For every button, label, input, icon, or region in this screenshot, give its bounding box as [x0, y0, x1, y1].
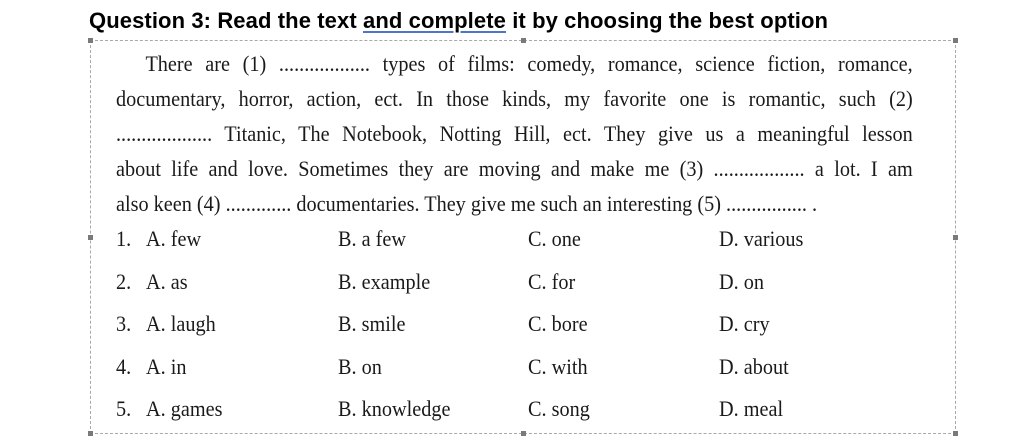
option-d: D. meal: [719, 396, 784, 421]
option-row-5: [116, 396, 896, 436]
resize-handle-middle-left[interactable]: [88, 235, 93, 240]
option-number: 3.: [116, 311, 132, 336]
option-a: A. games: [146, 396, 223, 421]
option-row-2: [116, 269, 896, 309]
option-d: D. cry: [719, 311, 770, 336]
resize-handle-top-right[interactable]: [953, 38, 958, 43]
option-c: C. with: [528, 354, 588, 379]
question-title-suffix: it by choosing the best option: [506, 8, 829, 33]
option-number: 1.: [116, 226, 132, 251]
option-b: B. smile: [338, 311, 406, 336]
option-number: 5.: [116, 396, 132, 421]
option-d: D. various: [719, 226, 804, 251]
option-b: B. on: [338, 354, 382, 379]
option-a: A. as: [146, 269, 188, 294]
resize-handle-top-middle[interactable]: [521, 38, 526, 43]
option-row-1: [116, 226, 896, 266]
option-a: A. few: [146, 226, 202, 251]
option-c: C. bore: [528, 311, 588, 336]
question-title-underlined: and complete: [362, 8, 506, 33]
passage-line: about life and love. Sometimes they are moving and make me (3) .................. a lot. I am: [116, 156, 913, 181]
option-row-3: [116, 311, 896, 351]
passage-line: There are (1) .................. types of films: comedy, romance, science fiction, romance,: [145, 51, 913, 76]
option-c: C. one: [528, 226, 581, 251]
option-b: B. a few: [338, 226, 407, 251]
question-title-prefix: Question 3: Read the text: [89, 8, 363, 33]
option-row-4: [116, 354, 896, 394]
option-number: 4.: [116, 354, 132, 379]
passage-line: ................... Titanic, The Notebook, Notting Hill, ect. They give us a meaningful lesson: [116, 121, 913, 146]
option-b: B. example: [338, 269, 431, 294]
question-title: [89, 8, 828, 34]
resize-handle-middle-right[interactable]: [953, 235, 958, 240]
option-c: C. for: [528, 269, 576, 294]
reading-passage: [116, 46, 913, 221]
resize-handle-bottom-right[interactable]: [953, 431, 958, 436]
option-d: D. on: [719, 269, 764, 294]
resize-handle-bottom-left[interactable]: [88, 431, 93, 436]
option-b: B. knowledge: [338, 396, 451, 421]
option-a: A. in: [146, 354, 187, 379]
passage-line: documentary, horror, action, ect. In those kinds, my favorite one is romantic, such (2): [116, 86, 913, 111]
option-a: A. laugh: [146, 311, 216, 336]
option-d: D. about: [719, 354, 789, 379]
passage-line: also keen (4) ............. documentaries. They give me such an interesting (5) ................ .: [116, 191, 818, 216]
resize-handle-top-left[interactable]: [88, 38, 93, 43]
option-c: C. song: [528, 396, 590, 421]
option-number: 2.: [116, 269, 132, 294]
